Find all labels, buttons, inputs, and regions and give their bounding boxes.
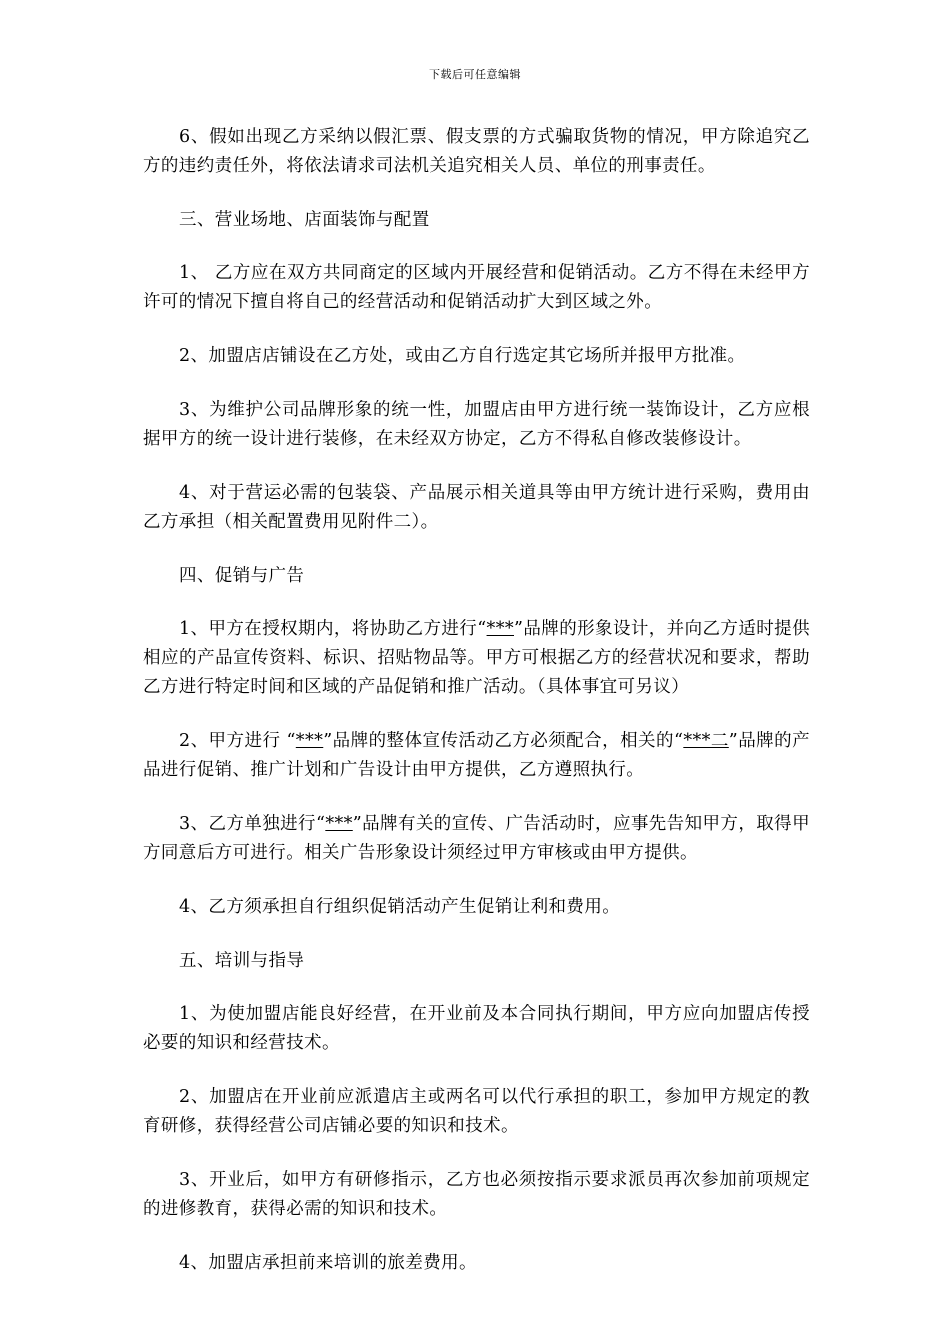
- clause-text: ”品牌的产品进行促销、推广计划和广告设计由甲方提供，乙方遵照执行。: [143, 731, 810, 780]
- clause-text: ”品牌的整体宣传活动乙方必须配合，相关的“: [323, 731, 684, 751]
- page-header-note: 下载后可任意编辑: [429, 68, 521, 81]
- clause-4-4: 4、乙方须承担自行组织促销活动产生促销让利和费用。: [179, 897, 621, 917]
- clause-text: ”品牌有关的宣传、广告活动时，应事先告知甲方，取得甲方同意后方可进行。相关广告形象设计须经过甲方审核或由甲方提供。: [143, 814, 810, 863]
- brand-placeholder: ***: [486, 619, 514, 639]
- section-heading-3: 三、营业场地、店面装饰与配置: [179, 210, 430, 230]
- clause-text: 3、乙方单独进行“: [179, 814, 326, 834]
- clause-text: ”品牌的形象设计，并向乙方适时提供相应的产品宣传资料、标识、招贴物品等。甲方可根据乙方的经营状况和要求，帮助乙方进行特定时间和区域的产品促销和推广活动。（具体事宜可另议）: [143, 619, 810, 697]
- clause-3-1: 1、 乙方应在双方共同商定的区域内开展经营和促销活动。乙方不得在未经甲方许可的情况下擅自将自己的经营活动和促销活动扩大到区域之外。: [143, 263, 810, 312]
- clause-3-2: 2、加盟店店铺设在乙方处，或由乙方自行选定其它场所并报甲方批准。: [179, 346, 746, 366]
- brand-placeholder: ***: [325, 814, 353, 834]
- section-heading-5: 五、培训与指导: [179, 951, 305, 971]
- clause-5-3: 3、开业后，如甲方有研修指示，乙方也必须按指示要求派员再次参加前项规定的进修教育，获得必需的知识和技术。: [143, 1170, 810, 1219]
- clause-6-fraud: 6、假如出现乙方采纳以假汇票、假支票的方式骗取货物的情况，甲方除追究乙方的违约责任外，将依法请求司法机关追究相关人员、单位的刑事责任。: [143, 127, 810, 176]
- clause-5-1: 1、为使加盟店能良好经营，在开业前及本合同执行期间，甲方应向加盟店传授必要的知识和经营技术。: [143, 1004, 810, 1053]
- clause-4-1: [143, 615, 810, 702]
- clause-text: 1、甲方在授权期内，将协助乙方进行“: [179, 619, 487, 639]
- document-body: [143, 123, 810, 1303]
- clause-5-2: 2、加盟店在开业前应派遣店主或两名可以代行承担的职工，参加甲方规定的教育研修，获得经营公司店铺必要的知识和技术。: [143, 1087, 810, 1136]
- brand-placeholder: ***: [295, 731, 324, 751]
- clause-5-4: 4、加盟店承担前来培训的旅差费用。: [179, 1253, 477, 1273]
- clause-4-2: [143, 727, 810, 785]
- clause-3-4: 4、对于营运必需的包装袋、产品展示相关道具等由甲方统计进行采购，费用由乙方承担（相关配置费用见附件二）。: [143, 483, 810, 532]
- section-heading-4: 四、促销与广告: [179, 566, 305, 586]
- brand-placeholder: ***二: [683, 731, 729, 751]
- clause-text: 2、甲方进行 “: [179, 731, 296, 751]
- clause-4-3: [143, 810, 810, 868]
- clause-3-3: 3、为维护公司品牌形象的统一性，加盟店由甲方进行统一装饰设计，乙方应根据甲方的统一设计进行装修，在未经双方协定，乙方不得私自修改装修设计。: [143, 400, 810, 449]
